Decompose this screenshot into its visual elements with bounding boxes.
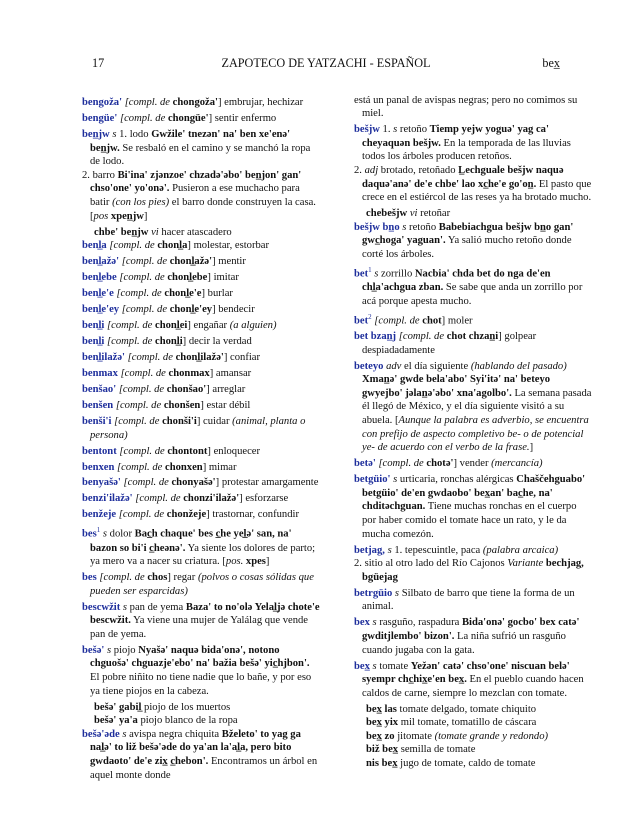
headword: benl̲i	[82, 320, 105, 332]
headword: betjag,	[354, 544, 385, 556]
zapotec-text: chonžeje	[166, 509, 207, 521]
grammar-note: s	[387, 544, 392, 556]
headword: bengoža'	[82, 97, 123, 108]
headword: bex̲	[354, 660, 370, 672]
zapotec-text: chonl̲a	[157, 240, 188, 252]
zapotec-text: chonl̲i	[155, 336, 183, 348]
zapotec-text: chongoža'	[172, 97, 218, 108]
zapotec-text: chonši'i	[162, 415, 197, 427]
headword: benzi'ilažə'	[82, 493, 133, 505]
page-header	[92, 55, 560, 71]
sub-entry	[354, 743, 592, 757]
definition-text: Ya siente los dolores de parto; ya mero va a nacer su criatura. [	[90, 542, 316, 568]
definition-text: avispa negra chiquita	[126, 728, 222, 740]
grammar-note: [compl. de	[99, 572, 148, 584]
definition-text: ]	[143, 210, 148, 222]
zapotec-text: chbe' ben̲jw	[94, 226, 149, 238]
grammar-note: [compl. de	[118, 383, 167, 395]
definition-text: jitomate	[394, 730, 435, 742]
definition-text: está un panal de avispas negras; pero no comimos su miel.	[354, 94, 578, 120]
left-column	[82, 96, 320, 785]
grammar-note: [compl. de	[107, 336, 155, 348]
zapotec-text: chongüe'	[167, 112, 209, 124]
definition-text: el día siguiente	[401, 360, 471, 372]
definition-text: Silbato de barro que tiene la forma de un animal.	[362, 587, 575, 613]
definition-text: retoño	[397, 124, 430, 136]
definition-text: 2. sitio al otro lado del Río Cajonos	[354, 558, 508, 570]
zapotec-text: xpes	[245, 556, 266, 568]
grammar-note: [compl. de	[107, 320, 155, 332]
definition-text: ] vender	[453, 458, 492, 470]
grammar-note: Variante	[507, 558, 544, 570]
running-title: ZAPOTECO DE YATZACHI - ESPAÑOL	[221, 56, 431, 70]
grammar-note: vi	[151, 226, 159, 238]
headword: benmax	[82, 367, 118, 379]
grammar-note: s	[372, 660, 377, 672]
grammar-note: [compl. de	[116, 288, 165, 300]
headword: betə'	[354, 458, 376, 470]
definition-text: piojo de los muertos	[141, 701, 231, 713]
definition-text: El pobre niñito no tiene nadie que lo bañe, y por eso ya tiene piojos en la cabeza.	[90, 672, 312, 697]
definition-text: Ya salió mucho retoño donde corté los árboles.	[362, 235, 572, 260]
headword: bengüe'	[82, 112, 118, 124]
definition-text: retoño	[406, 221, 439, 233]
grammar-note: [compl. de	[119, 272, 168, 284]
dictionary-entry	[82, 112, 320, 126]
grammar-note: [compl. de	[109, 240, 158, 252]
grammar-note: s	[102, 528, 107, 540]
grammar-note: s	[122, 728, 127, 740]
headword: bet	[354, 268, 369, 280]
zapotec-text: chot chzan̲i	[446, 331, 499, 343]
grammar-note: s	[394, 587, 400, 599]
headword: bešjw	[354, 124, 380, 136]
headword: bešjw bn̲o	[354, 221, 400, 233]
zapotec-text: chontont	[167, 445, 208, 457]
dictionary-entry	[82, 399, 320, 413]
dictionary-entry	[82, 351, 320, 365]
headword: benši'i	[82, 415, 112, 427]
zapotec-text: Babebiachgua bešjw bn̲o gan' gwc̲hoga' yaguan'.	[362, 221, 574, 247]
dictionary-entry	[82, 335, 320, 349]
zapotec-text: biž bex̲	[366, 744, 399, 756]
definition-text: ] decir la verdad	[182, 336, 252, 348]
zapotec-text: Nacbia' chda bet do nga de'en chl̲a'achgua zban.	[362, 268, 551, 294]
grammar-note: s	[112, 128, 117, 140]
grammar-note: [compl. de	[119, 112, 168, 124]
zapotec-text: bechjag, bgüejag	[362, 558, 584, 583]
grammar-note: [compl. de	[127, 352, 176, 363]
headword: beteyo	[354, 360, 384, 372]
definition-text: ] amansar	[209, 367, 252, 379]
zapotec-text: chonyašə'	[171, 477, 216, 489]
sub-entry	[354, 757, 592, 771]
grammar-note: (con los pies)	[112, 196, 170, 208]
definition-text: En el pueblo cuando hacen caldos de carne, siempre lo mezclan con tomate.	[362, 674, 584, 699]
headword: bešə'əde	[82, 728, 120, 740]
grammar-note: [compl. de	[123, 477, 172, 489]
definition-text: Se resbaló en el camino y se manchó la ropa de lodo.	[90, 142, 311, 168]
definition-text: Encontramos un árbol en aquel monte donde	[90, 756, 318, 781]
zapotec-text: L̲echguale bešjw naquə daquə'anə' de'e chbe' lao xc̲he'e go'on̲.	[362, 164, 564, 190]
headword: benl̲e'e	[82, 288, 114, 300]
sub-entry	[354, 703, 592, 717]
headword: bes	[82, 572, 97, 584]
dictionary-entry	[82, 508, 320, 522]
headword: bešə'	[82, 644, 105, 656]
sub-entry	[354, 207, 592, 221]
definition-text: ] imitar	[207, 272, 239, 284]
headword: bet bzan̲j	[354, 331, 397, 343]
definition-text: ] protestar amargamente	[215, 477, 319, 489]
zapotec-text: chonl̲ei	[155, 320, 188, 332]
dictionary-entry	[82, 492, 320, 506]
headword: betgüio'	[354, 474, 391, 486]
zapotec-text: chonmax	[168, 367, 210, 379]
sub-entry	[82, 226, 320, 240]
zapotec-text: chotə'	[426, 458, 454, 470]
definition-text: 2. barro	[82, 169, 118, 181]
grammar-note: s	[393, 474, 398, 486]
sub-entry	[354, 730, 592, 744]
definition-text: 2.	[354, 164, 365, 176]
grammar-note: [compl. de	[121, 304, 170, 316]
definition-text: Ya viene una mujer de Yalálag que vende pan de yema.	[90, 615, 308, 640]
zapotec-text: chonl̲ilažə'	[175, 352, 224, 363]
dictionary-entry	[354, 457, 592, 471]
definition-text: El pasto que crece en el estiércol de las reses ya ha brotado mucho.	[362, 178, 592, 204]
grammar-note: (tomate grande y redondo)	[434, 730, 549, 742]
definition-text: ] esforzarse	[239, 493, 289, 505]
headword: benl̲i	[82, 336, 105, 348]
zapotec-text: Gwžile' tnezən' na' ben xe'enə' ben̲jw.	[90, 128, 291, 154]
definition-text: ] regar	[167, 572, 198, 584]
grammar-note: [compl. de	[114, 415, 163, 427]
zapotec-text: Bida'onə' gocbo' bex catə' gwditjlembo' bizon'.	[362, 617, 580, 642]
dictionary-entry	[354, 164, 592, 205]
headword: bex	[354, 617, 370, 629]
sub-entry	[354, 716, 592, 730]
dictionary-entry	[354, 221, 592, 262]
definition-text: mil tomate, tomatillo de cáscara	[398, 717, 537, 729]
grammar-note: [compl. de	[121, 256, 170, 268]
dictionary-entry	[354, 360, 592, 455]
dictionary-entry	[354, 473, 592, 541]
dictionary-entry	[82, 445, 320, 459]
dictionary-entry	[82, 239, 320, 253]
definition-text: 1. lodo	[116, 128, 152, 140]
definition-text: el barro donde construyen la casa. [	[90, 196, 316, 222]
headword: benl̲e'ey	[82, 304, 120, 316]
zapotec-text: chonl̲ebe	[167, 272, 208, 284]
grammar-note: [compl. de	[124, 97, 173, 108]
zapotec-text: chonxen	[165, 461, 203, 473]
grammar-note: s	[107, 644, 112, 656]
dictionary-entry	[82, 728, 320, 782]
headword: benyašə'	[82, 477, 121, 489]
definition-text: ] arreglar	[206, 383, 246, 395]
dictionary-entry	[354, 557, 592, 584]
dictionary-entry	[82, 601, 320, 642]
zapotec-text: bex̲ zo	[366, 730, 395, 742]
dictionary-entry	[82, 415, 320, 442]
definition-text: ] enloquecer	[207, 445, 261, 457]
sub-entry	[82, 714, 320, 728]
zapotec-text: bešə' gabil̲	[94, 701, 142, 713]
definition-text: ]	[529, 442, 534, 454]
grammar-note: s	[372, 617, 377, 629]
grammar-note: vi	[409, 208, 418, 220]
dictionary-entry	[82, 255, 320, 269]
grammar-note: [compl. de	[115, 399, 164, 411]
definition-text: ] burlar	[201, 288, 233, 300]
definition-text: tomate delgado, tomate chiquito	[396, 703, 537, 715]
headword: benšao'	[82, 383, 117, 395]
headword: bentont	[82, 445, 117, 457]
zapotec-text: chot	[422, 315, 442, 327]
definition-text: pan de yema	[127, 601, 186, 613]
right-column	[354, 96, 592, 771]
dictionary-entry	[82, 476, 320, 490]
grammar-note: (mercancía)	[491, 458, 543, 470]
zapotec-text: chebešjw	[366, 208, 408, 220]
sub-entry	[82, 701, 320, 715]
definition-text: ] estar débil	[200, 399, 251, 411]
zapotec-text: chonšao'	[166, 383, 207, 395]
homograph-number: 1	[368, 265, 372, 274]
definition-text: La niña sufrió un rasguño cuando jugaba con la gata.	[362, 630, 566, 656]
dictionary-entry	[354, 616, 592, 657]
definition-text: ] molestar, estorbar	[187, 240, 270, 252]
definition-text: ]	[265, 556, 270, 568]
definition-text: ] confiar	[223, 352, 261, 363]
definition-text: rasguño, raspadura	[376, 617, 462, 629]
dictionary-entry	[82, 571, 320, 598]
zapotec-text: Chaščehguabo' betgüio' de'en gwdaobo' bex̲an' bac̲he, na' chditəchguan.	[362, 474, 586, 513]
definition-text: Tiene muchas ronchas en el cuerpo por haber comido el tomate hace un rato, y le da mucha comezón.	[362, 501, 577, 540]
dictionary-entry	[354, 587, 592, 614]
dictionary-entry	[82, 303, 320, 317]
definition-text: urticaria, ronchas alérgicas	[397, 474, 517, 486]
definition-text: hacer atascadero	[158, 226, 232, 238]
grammar-note: [compl. de	[118, 509, 167, 521]
guide-word: bex̲	[542, 56, 560, 70]
grammar-note: (a alguien)	[229, 320, 277, 332]
definition-text: dolor	[107, 528, 135, 540]
dictionary-entry	[354, 94, 592, 121]
definition-text: piojo	[111, 644, 139, 656]
definition-text: tomate	[376, 660, 411, 672]
zapotec-text: xpen̲jw	[110, 210, 144, 222]
dictionary-entry	[82, 367, 320, 381]
grammar-note: s	[374, 268, 379, 280]
dictionary-entry	[354, 330, 592, 357]
zapotec-text: bešə' ya'a	[94, 715, 138, 727]
grammar-note: (animal, planta o persona)	[90, 415, 306, 441]
zapotec-text: Bželeto' to yag ga nal̲ə' to liž bešə'əde do ya'an la'al̲a, pero bito gwdaoto' de'e zix̲ c̲hebon'.	[90, 728, 301, 768]
dictionary-entry	[354, 660, 592, 701]
definition-text: En la temporada de las lluvias todos los árboles producen retoños.	[362, 137, 571, 163]
grammar-note: [compl. de	[378, 458, 427, 470]
definition-text: brotado, retoñado	[378, 164, 459, 176]
definition-text: Pusieron a ese muchacho para batir	[90, 183, 300, 208]
grammar-note: s	[402, 221, 407, 233]
headword: benl̲ebe	[82, 272, 117, 284]
zapotec-text: Xman̲ə' gwde bela'abo' Syi'itə' na' beteyo gwyejbo' jəlan̲ə'əbo' xna'agolbo'.	[362, 374, 551, 399]
headword: betrgüio	[354, 587, 393, 599]
definition-text: ] engañar	[187, 320, 230, 332]
dictionary-entry	[82, 271, 320, 285]
dictionary-entry	[82, 524, 320, 568]
zapotec-text: Bi'ina' zjənzoe' chzadə'əbo' ben̲jon' gan' chso'one' yo'onə'.	[90, 169, 302, 195]
dictionary-entry	[82, 169, 320, 223]
dictionary-entry	[82, 644, 320, 698]
zapotec-text: bex̲ yix	[366, 717, 399, 729]
definition-text: ] mentir	[212, 256, 246, 268]
grammar-note: pos.	[225, 556, 246, 568]
grammar-note: [compl. de	[119, 445, 168, 457]
definition-text: semilla de tomate	[398, 744, 476, 756]
grammar-note: [compl. de	[374, 315, 423, 327]
zapotec-text: Tiemp yejw yoguə' yag ca' cheyaquən bešjw.	[362, 124, 549, 149]
headword: benšen	[82, 399, 114, 411]
headword: benl̲a	[82, 240, 107, 252]
headword: benl̲ažə'	[82, 256, 120, 268]
definition-text: Se sabe que anda un zorrillo por acá porque apesta mucho.	[362, 282, 583, 307]
definition-text: piojo blanco de la ropa	[137, 715, 238, 727]
grammar-note: pos	[93, 210, 111, 222]
zapotec-text: Yežən' catə' chso'one' niscuan belə' syempr chc̲hix̲e'en bex̲.	[362, 660, 570, 686]
homograph-number: 2	[368, 312, 372, 321]
grammar-note: [compl. de	[120, 367, 169, 379]
headword: benl̲ilažə'	[82, 352, 125, 363]
dictionary-entry	[82, 319, 320, 333]
definition-text: 1. tepescuintle, paca	[391, 544, 483, 556]
headword: bet	[354, 315, 369, 327]
zapotec-text: chos	[147, 572, 168, 584]
definition-text: ] sentir enfermo	[208, 112, 277, 124]
grammar-note: (polvos o cosas sólidas que pueden ser esparcidas)	[90, 572, 314, 597]
definition-text: 1.	[379, 124, 394, 136]
definition-text: jugo de tomate, caldo de tomate	[397, 758, 536, 770]
definition-text: ] embrujar, hechizar	[217, 97, 304, 108]
headword: benžeje	[82, 509, 117, 521]
grammar-note: [compl. de	[398, 331, 447, 343]
dictionary-entry	[354, 123, 592, 164]
page-number: 17	[92, 56, 105, 70]
zapotec-text: Nyašə' naquə bida'onə', notono chguošə' chguazje'ebo' na' bažia bešə' yic̲hjbon'.	[90, 644, 310, 670]
zapotec-text: Baza' to no'olə Yelal̲jə chote'e bescwžit.	[90, 601, 320, 627]
zapotec-text: chonl̲e'e	[164, 288, 202, 300]
grammar-note: [compl. de	[117, 461, 166, 473]
headword: benxen	[82, 461, 115, 473]
dictionary-entry	[82, 96, 320, 110]
dictionary-entry	[354, 264, 592, 308]
zapotec-text: nis bex̲	[366, 758, 398, 770]
dictionary-entry	[82, 461, 320, 475]
zapotec-text: chonl̲ažə'	[169, 256, 213, 268]
definition-text: zorrillo	[378, 268, 415, 280]
dictionary-entry	[82, 287, 320, 301]
definition-text: ] mimar	[202, 461, 237, 473]
grammar-note: adj	[364, 164, 379, 176]
dictionary-entry	[354, 311, 592, 328]
zapotec-text: bex̲ las	[366, 703, 397, 715]
definition-text: ] cuidar	[196, 415, 233, 427]
zapotec-text: Bac̲h chaque' bes c̲he yel̲ə' san, na' bazon so bi'i c̲heənə'.	[90, 528, 292, 554]
dictionary-entry	[82, 128, 320, 169]
headword: ben̲jw	[82, 128, 110, 140]
headword: bes	[82, 528, 97, 540]
definition-text: La semana pasada él llegó de México, y el día siguiente visitó a su abuela. [	[362, 387, 592, 427]
grammar-note: s	[393, 124, 398, 136]
grammar-note: s	[122, 601, 128, 613]
grammar-note: [compl. de	[135, 493, 184, 505]
grammar-note: (palabra arcaica)	[482, 544, 559, 556]
definition-text: ] bendecir	[212, 304, 255, 316]
zapotec-text: chonšen	[163, 399, 201, 411]
zapotec-text: chonzi'ilažə'	[183, 493, 240, 505]
definition-text: ] golpear despiadadamente	[362, 331, 537, 356]
dictionary-entry	[82, 383, 320, 397]
zapotec-text: chonl̲e'ey	[169, 304, 213, 316]
headword: bescwžit	[82, 601, 121, 613]
definition-text: retoñar	[417, 208, 451, 220]
definition-text: ] moler	[441, 315, 473, 327]
definition-text: ] trastornar, confundir	[206, 509, 299, 521]
grammar-note: adv	[386, 360, 402, 372]
homograph-number: 1	[96, 526, 101, 535]
grammar-note: (hablando del pasado)	[470, 360, 567, 372]
dictionary-entry	[354, 544, 592, 558]
grammar-note: Aunque la palabra es adverbio, se encuentra con prefijo de aspecto completivo be- o de potencial ye- de acuerdo con el verbo de la frase.	[362, 415, 589, 454]
